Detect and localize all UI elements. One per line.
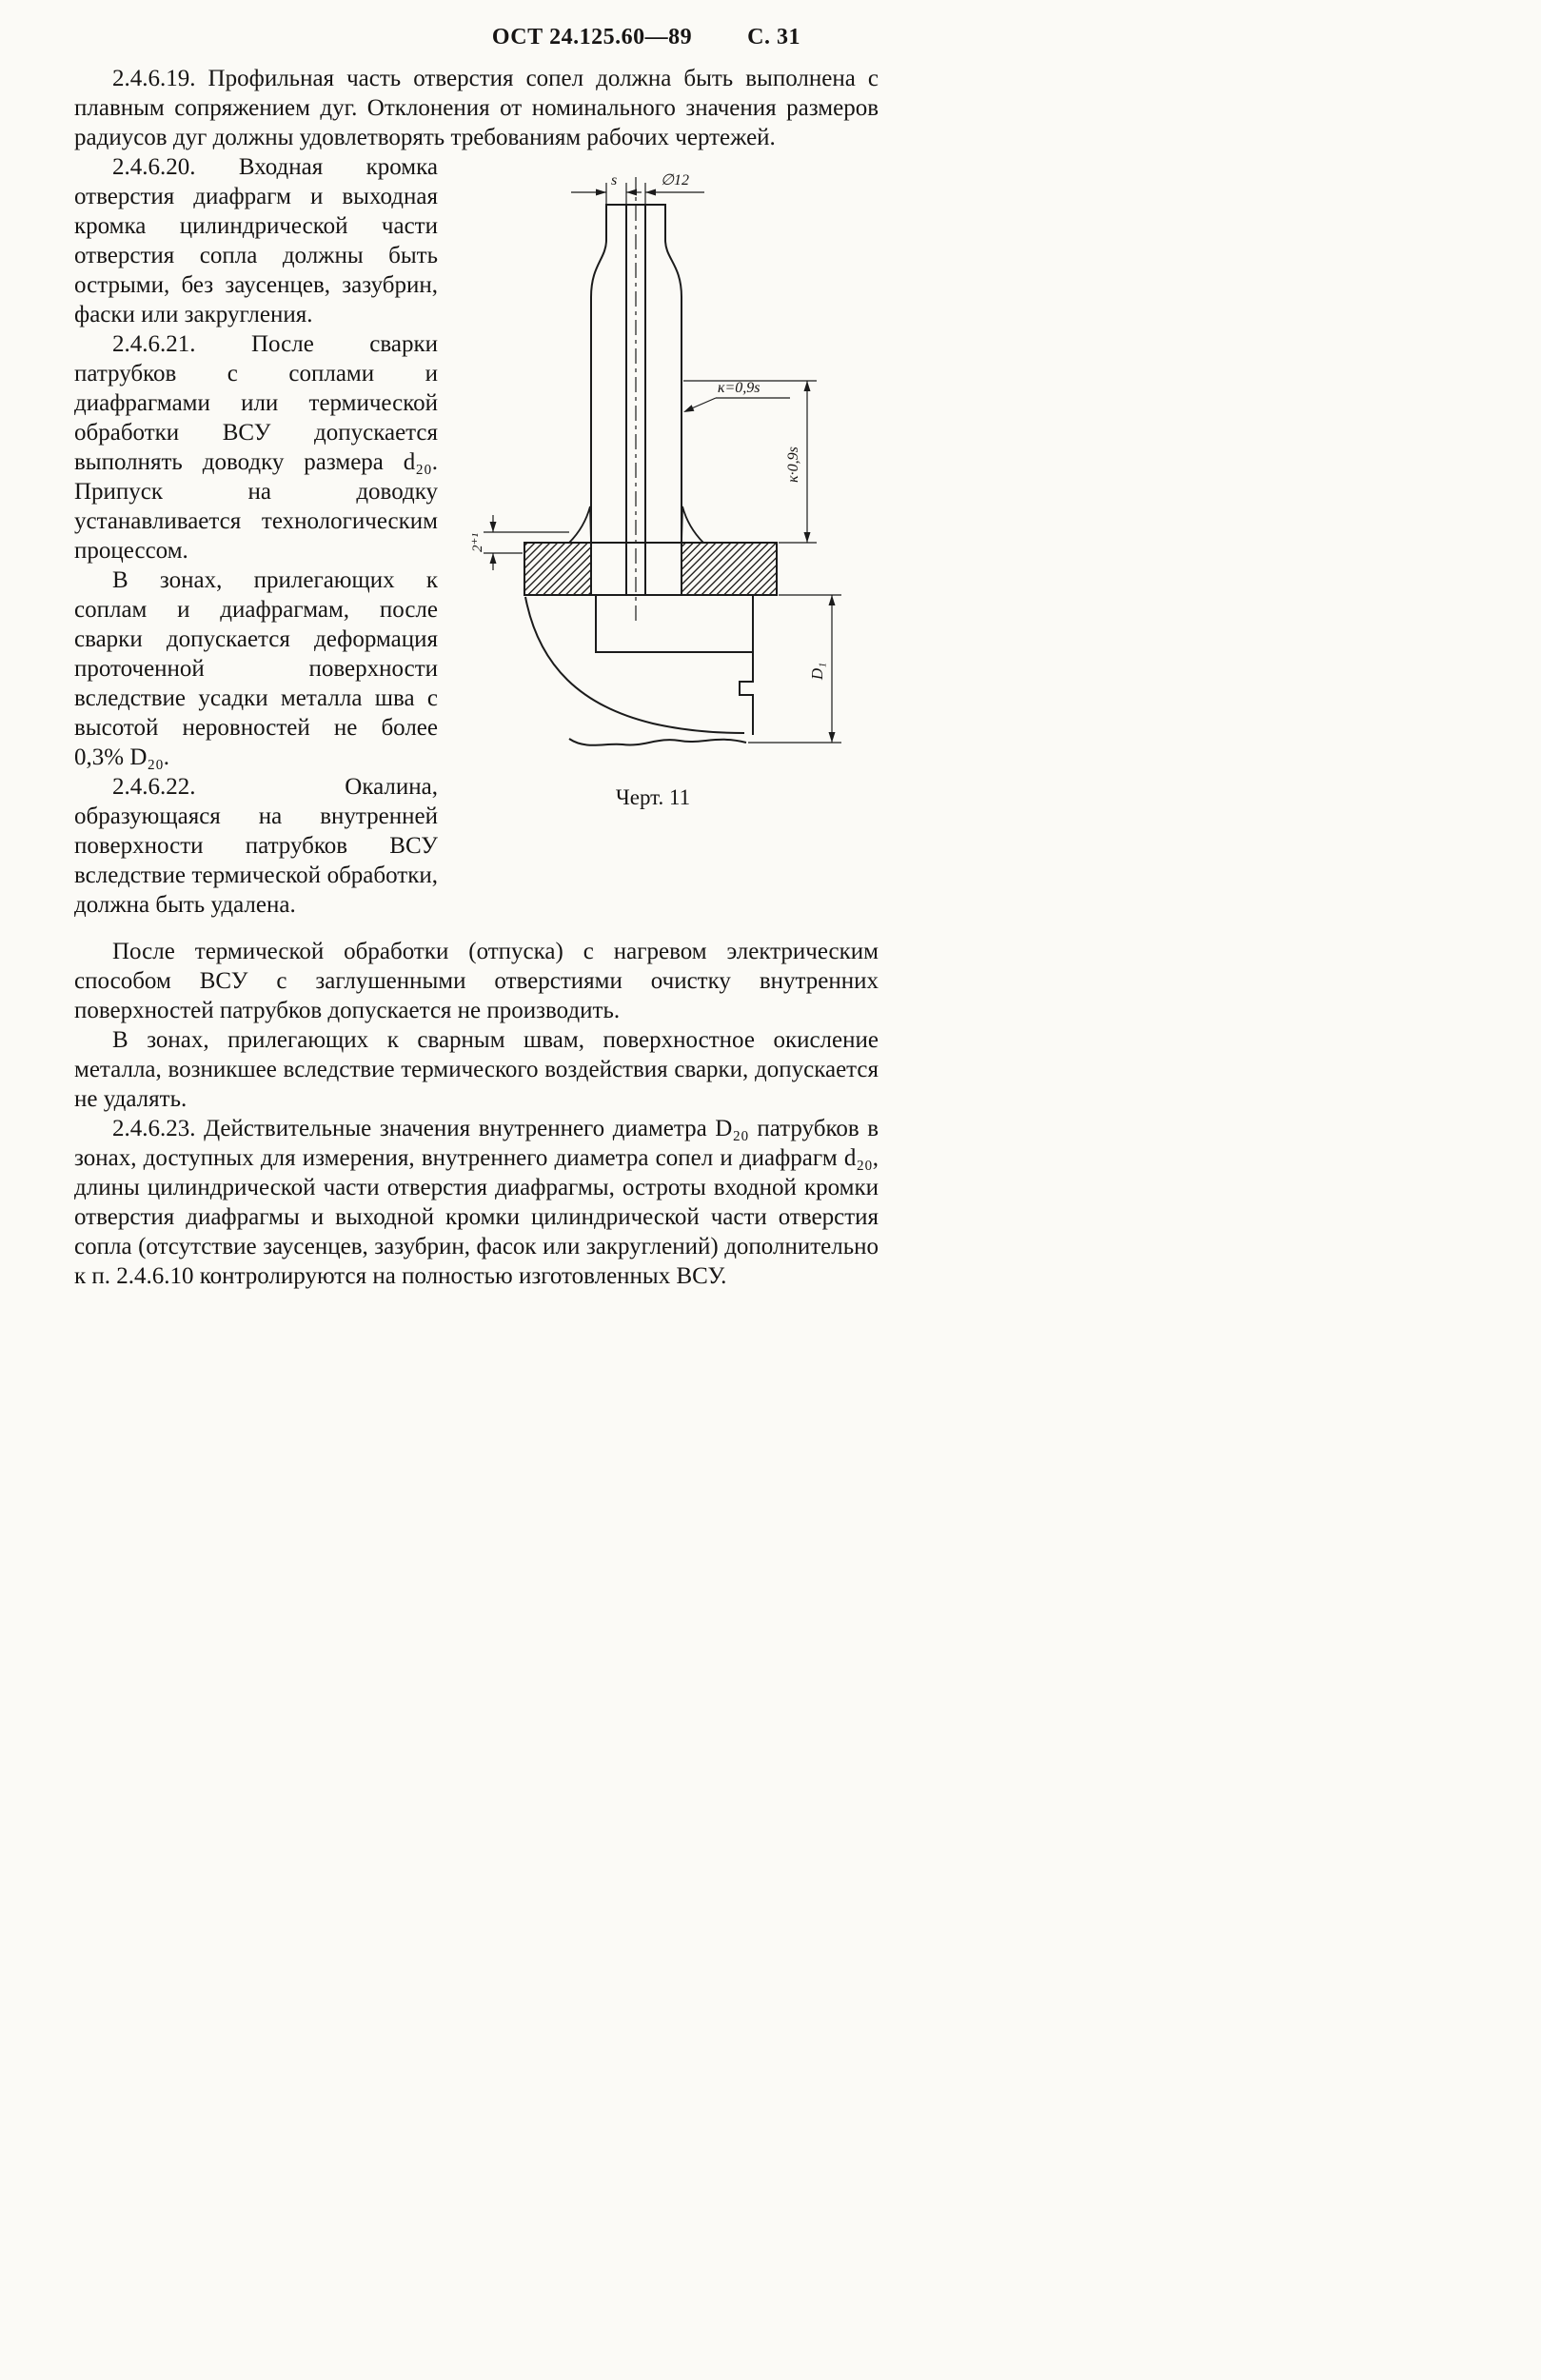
shell-right-edge [740,652,753,735]
page-header [74,25,879,50]
paragraph-heat-treatment: После термической обработки (отпуска) с нагревом электрическим способом ВСУ с заглушенными отверстиями очистку внутренних поверхностей патрубков допускается не производить. [74,939,879,1023]
paragraph-2-4-6-19: 2.4.6.19. Профильная часть отверстия сопел должна быть выполнена с плавным сопряжением дуг. Отклонения от номинального значения размеров радиусов дуг должны удовлетворять требованиям рабочих чертежей. [74,66,879,150]
paragraph-2-4-6-20: 2.4.6.20. Входная кромка отверстия диафрагм и выходная кромка цилиндрической части отверстия сопла должны быть острыми, без заусенцев, зазубрин, фаски или закругления. [74,154,438,327]
weld-right [682,506,703,543]
dimension-bore-diameter [645,189,704,196]
nozzle-cross-section-drawing [463,162,872,771]
label-d1: D₁ [808,662,826,681]
paragraph-weld-zones: В зонах, прилегающих к соплам и диафрагмам, после сварки допускается деформация проточенной поверхности вследствие усадки металла шва с высотой неровностей не более 0,3% D₂₀. [74,567,438,770]
dimension-wall-thickness-s [571,183,645,204]
label-k-09s-vertical: к·0,9s [785,446,801,483]
two-column-section [74,152,879,920]
page-content [74,25,879,1291]
tube-plate [524,543,777,595]
figure-caption: Черт. 11 [615,785,691,809]
figure-column [438,152,879,810]
shell-contour [525,597,753,745]
paragraph-2-4-6-21: 2.4.6.21. После сварки патрубков с соплами и диафрагмами или термической обработки ВСУ допускается выполнять доводку размера d₂₀. Припуск на доводку устанавливается технологическим процессом. [74,331,438,564]
paragraph-2-4-6-23: 2.4.6.23. Действительные значения внутреннего диаметра D₂₀ патрубков в зонах, доступных для измерения, внутреннего диаметра сопел и диафрагм d₂₀, длины цилиндрической части отверстия диафрагмы, остроты входной кромки отверстия диафрагмы и выходной кромки цилиндрической части отверстия сопла (отсутствие заусенцев, зазубрин, фасок или закруглений) дополнительно к п. 2.4.6.10 контролируются на полностью изготовленных ВСУ. [74,1116,879,1289]
label-k-09s: к=0,9s [718,380,761,396]
paragraph-2-4-6-22: 2.4.6.22. Окалина, образующаяся на внутренней поверхности патрубков ВСУ вследствие термической обработки, должна быть удалена. [74,774,438,918]
shell-band [596,595,753,652]
left-text-column [74,152,438,920]
weld-left [569,506,591,543]
label-gap-2plus1: 2⁺¹ [470,533,485,552]
page-number: С. 31 [747,25,800,50]
label-diameter-12: ∅12 [661,172,689,188]
paragraph-weld-seam-zones: В зонах, прилегающих к сварным швам, поверхностное окисление металла, возникшее вследствие термического воздействия сварки, допускается не удалять. [74,1027,879,1112]
standard-number: ОСТ 24.125.60—89 [491,25,693,50]
dimension-weld-leg-leader [683,398,790,412]
label-s: s [611,172,618,188]
break-line [569,739,746,745]
figure-11 [438,162,879,810]
bottom-text-section [74,937,879,1291]
dimension-d1 [748,595,841,743]
